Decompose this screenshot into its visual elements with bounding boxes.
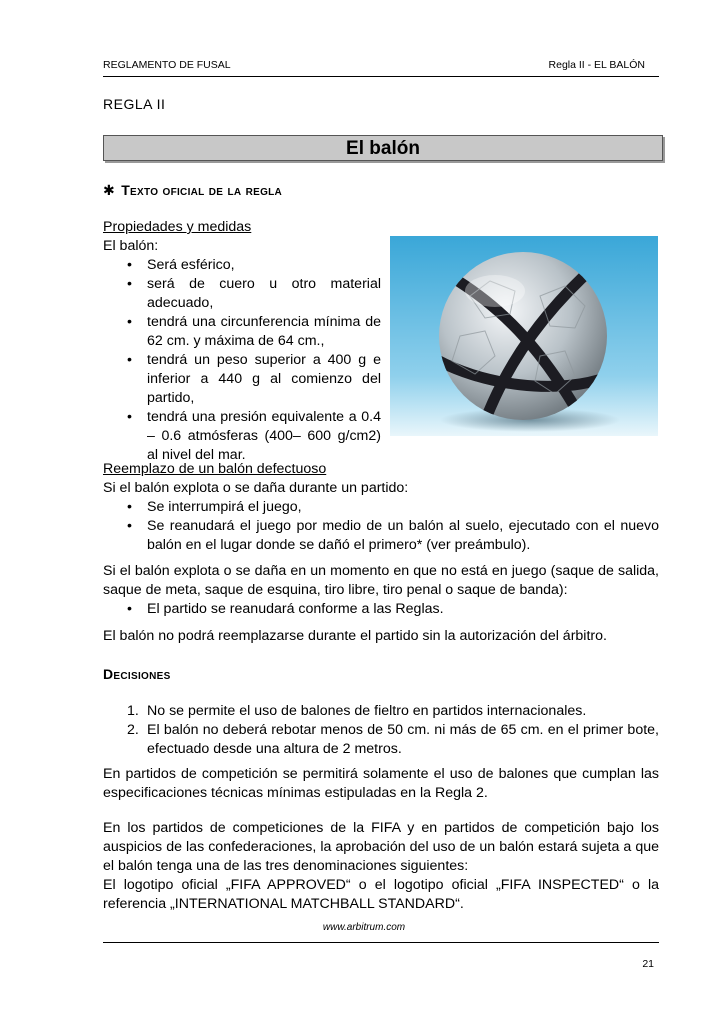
decisions-heading: Decisiones — [103, 666, 171, 682]
properties-list — [103, 256, 381, 465]
list-item: • tendrá un peso superior a 400 g e inferior a 440 g al comienzo del partido, — [103, 351, 381, 408]
properties-heading: Propiedades y medidas — [103, 219, 252, 235]
list-item: • Se reanudará el juego por medio de un balón al suelo, ejecutado con el nuevo balón en el lugar donde se dañó el primero* (ver preámbulo). — [103, 517, 659, 555]
list-item: 2. El balón no deberá rebotar menos de 50 cm. ni más de 65 cm. en el primer bote, efectuado desde una altura de 2 metros. — [127, 722, 659, 757]
replacement-para3: El balón no podrá reemplazarse durante el partido sin la autorización del árbitro. — [103, 628, 607, 644]
list-item: • será de cuero u otro material adecuado, — [103, 275, 381, 313]
list-item: • Será esférico, — [103, 256, 381, 275]
page-number: 21 — [642, 958, 654, 970]
decisions-para1: En partidos de competición se permitirá solamente el uso de balones que cumplan las especificaciones técnicas mínimas estipuladas en la Regla 2. — [103, 766, 659, 801]
replacement-heading: Reemplazo de un balón defectuoso — [103, 461, 327, 477]
page-title: El balón — [103, 135, 663, 161]
header-divider — [103, 76, 659, 77]
decisions-para2: En los partidos de competiciones de la FIFA y en partidos de competición bajo los auspicios de las confederaciones, la aprobación del uso de un balón estará sujeta a que el balón tenga una de las tres denominaciones siguientes: El logotipo oficial „FIFA APPROVED“ o el logotipo oficial „FIFA INSPECTED“ o la referencia „INTERNATIONAL MATCHBALL STANDARD“. — [103, 820, 659, 912]
properties-intro: El balón: — [103, 238, 159, 254]
replacement-list-2 — [103, 600, 659, 619]
ball-image — [390, 236, 658, 436]
decisions-list — [103, 702, 659, 759]
header-right: Regla II - EL BALÓN — [548, 59, 645, 71]
list-item: • tendrá una circunferencia mínima de 62 cm. y máxima de 64 cm., — [103, 313, 381, 351]
replacement-list — [103, 498, 659, 555]
footer-url: www.arbitrum.com — [322, 922, 406, 933]
replacement-para2: Si el balón explota o se daña en un momento en que no está en juego (saque de salida, saque de meta, saque de esquina, tiro libre, tiro penal o saque de banda): • El partido se reanudará conforme a las Reglas. — [103, 562, 659, 619]
rule-label: REGLA II — [103, 96, 166, 112]
replacement-section — [103, 460, 659, 555]
list-item: • El partido se reanudará conforme a las Reglas. — [103, 600, 659, 619]
properties-section — [103, 218, 381, 465]
header-left: REGLAMENTO DE FUSAL — [103, 59, 231, 71]
list-item: • Se interrumpirá el juego, — [103, 498, 659, 517]
footer-divider — [103, 942, 659, 943]
list-item: 1. No se permite el uso de balones de fieltro en partidos internacionales. — [127, 703, 587, 719]
list-item: • tendrá una presión equivalente a 0.4 – 0.6 atmósferas (400– 600 g/cm2) al nivel del mar. — [103, 408, 381, 465]
replacement-intro: Si el balón explota o se daña durante un partido: — [103, 480, 409, 496]
official-text-heading: ✱ Texto oficial de la regla — [103, 182, 283, 198]
asterisk-icon: ✱ — [103, 182, 116, 198]
